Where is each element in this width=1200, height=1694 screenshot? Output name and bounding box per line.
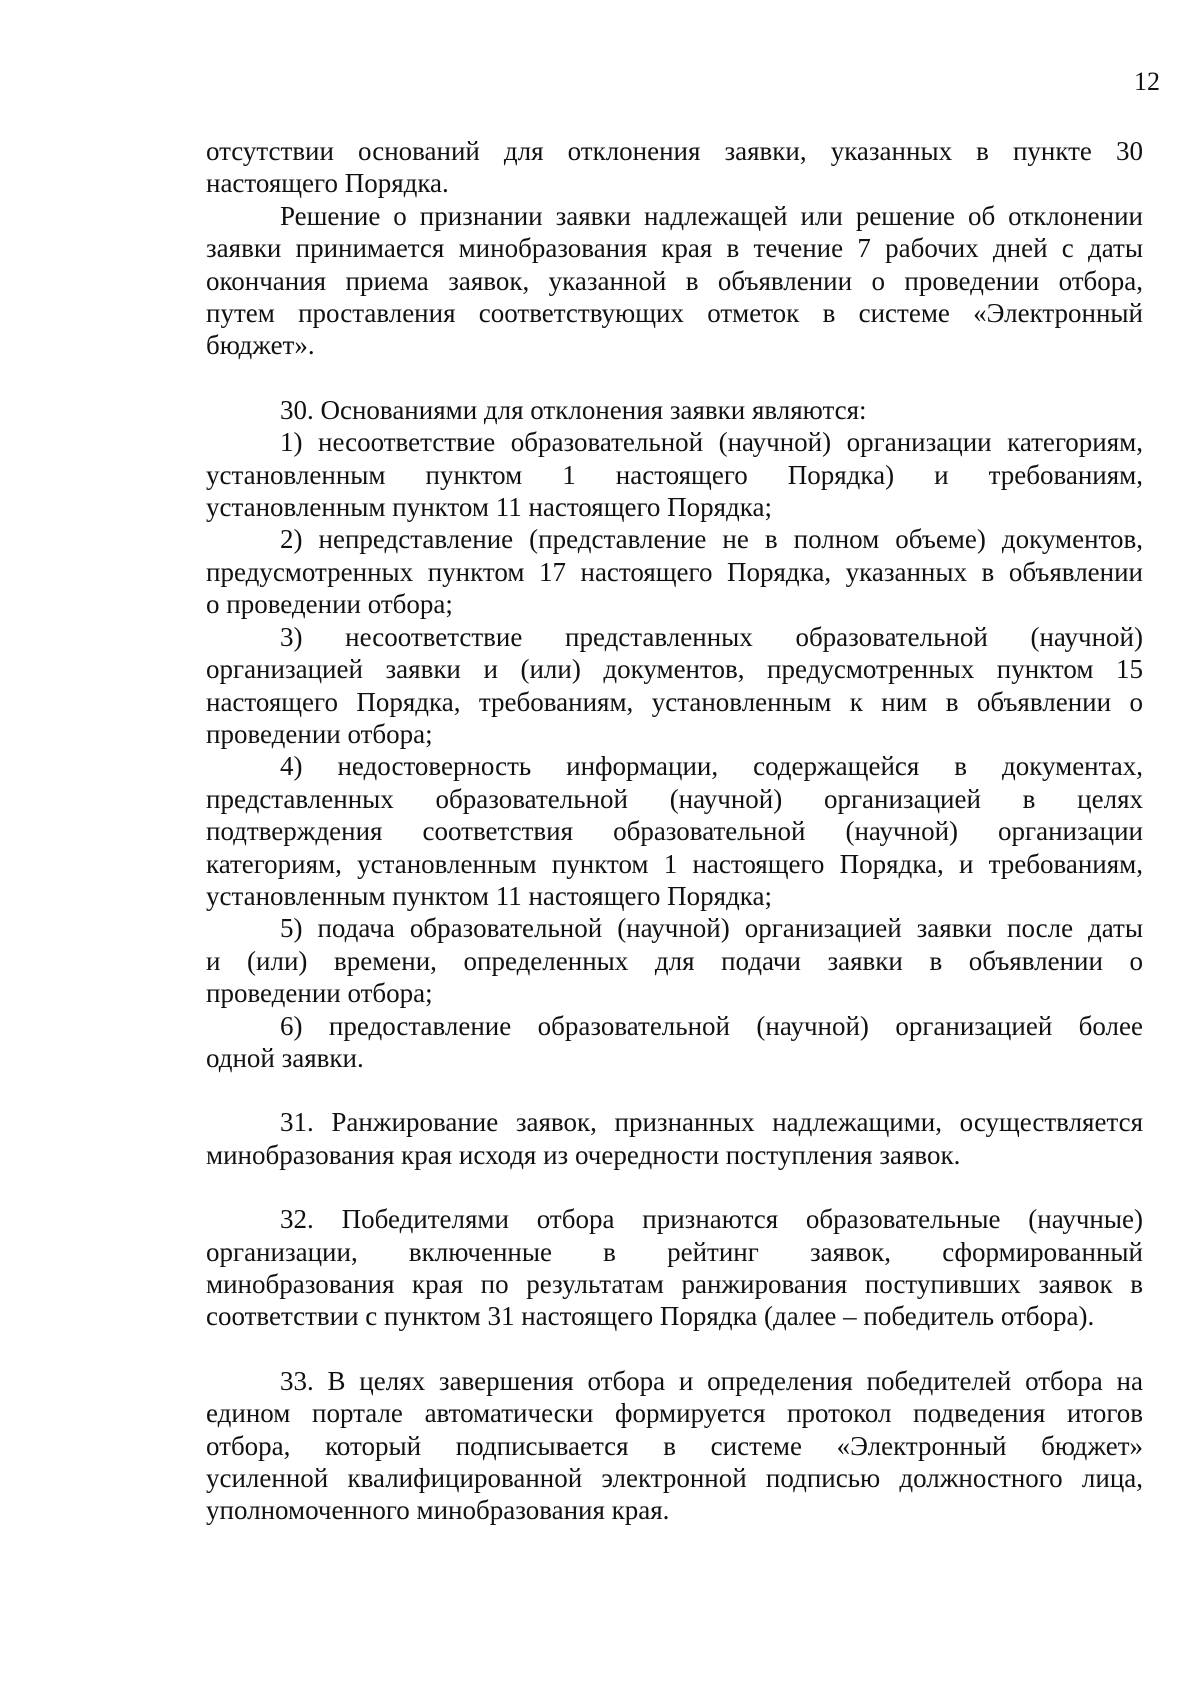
- text-line: и (или) времени, определенных для подачи заявки в объявлении о: [206, 945, 1143, 976]
- text-line: минобразования края исходя из очередности поступления заявок.: [206, 1139, 961, 1170]
- paragraph: [206, 394, 1143, 426]
- text-line: проведении отбора;: [206, 978, 433, 1009]
- paragraph: [206, 1010, 1143, 1075]
- text-line: 5) подача образовательной (научной) организацией заявки после даты: [280, 913, 1143, 944]
- text-line: 33. В целях завершения отбора и определения победителей отбора на: [280, 1365, 1143, 1396]
- text-line: о проведении отбора;: [206, 589, 453, 620]
- text-line: 4) недостоверность информации, содержащейся в документах,: [280, 751, 1143, 782]
- text-line: установленным пунктом 11 настоящего Порядка;: [206, 880, 772, 911]
- paragraph: [206, 1106, 1143, 1171]
- text-line: представленных образовательной (научной) организацией в целях: [206, 783, 1143, 814]
- text-line: настоящего Порядка, требованиям, установленным к ним в объявлении о: [206, 686, 1143, 717]
- text-line: настоящего Порядка.: [206, 168, 449, 199]
- paragraph: [206, 200, 1143, 362]
- text-line: Решение о признании заявки надлежащей или решение об отклонении: [280, 200, 1143, 231]
- text-line: организации, включенные в рейтинг заявок, сформированный: [206, 1236, 1143, 1267]
- paragraph: [206, 135, 1143, 200]
- text-line: категориям, установленным пунктом 1 настоящего Порядка, и требованиям,: [206, 848, 1143, 879]
- text-line: уполномоченного минобразования края.: [206, 1495, 670, 1526]
- text-line: 6) предоставление образовательной (научной) организацией более: [280, 1010, 1143, 1041]
- text-line: бюджет».: [206, 330, 315, 361]
- text-line: 31. Ранжирование заявок, признанных надлежащими, осуществляется: [280, 1107, 1143, 1138]
- text-line: заявки принимается минобразования края в течение 7 рабочих дней с даты: [206, 233, 1143, 264]
- text-line: 3) несоответствие представленных образовательной (научной): [280, 621, 1143, 652]
- paragraph: [206, 621, 1143, 751]
- text-line: организацией заявки и (или) документов, предусмотренных пунктом 15: [206, 654, 1143, 685]
- text-line: едином портале автоматически формируется протокол подведения итогов: [206, 1398, 1143, 1429]
- text-line: усиленной квалифицированной электронной подписью должностного лица,: [206, 1463, 1143, 1494]
- paragraph: [206, 750, 1143, 912]
- text-line: отбора, который подписывается в системе «Электронный бюджет»: [206, 1430, 1143, 1461]
- text-line: проведении отбора;: [206, 718, 433, 749]
- text-line: подтверждения соответствия образовательной (научной) организации: [206, 816, 1143, 847]
- paragraph: [206, 912, 1143, 1009]
- text-line: отсутствии оснований для отклонения заявки, указанных в пункте 30: [206, 136, 1143, 166]
- text-line: путем проставления соответствующих отметок в системе «Электронный: [206, 298, 1143, 329]
- paragraph: [206, 426, 1143, 523]
- text-line: одной заявки.: [206, 1042, 364, 1073]
- text-line: предусмотренных пунктом 17 настоящего Порядка, указанных в объявлении: [206, 556, 1143, 587]
- page-number: 12: [1134, 67, 1160, 96]
- text-line: минобразования края по результатам ранжирования поступивших заявок в: [206, 1269, 1143, 1299]
- text-line: установленным пунктом 11 настоящего Порядка;: [206, 492, 772, 523]
- text-line: соответствии с пунктом 31 настоящего Порядка (далее – победитель отбора).: [206, 1301, 1095, 1332]
- text-line: 32. Победителями отбора признаются образовательные (научные): [280, 1204, 1143, 1235]
- paragraph: [206, 523, 1143, 620]
- paragraph: [206, 1203, 1143, 1333]
- text-line: 1) несоответствие образовательной (научной) организации категориям,: [280, 427, 1143, 458]
- text-line: 2) непредставление (представление не в полном объеме) документов,: [280, 524, 1143, 555]
- text-line: 30. Основаниями для отклонения заявки являются:: [280, 394, 867, 425]
- text-line: окончания приема заявок, указанной в объявлении о проведении отбора,: [206, 265, 1143, 296]
- document-body: [206, 135, 1143, 1527]
- paragraph: [206, 1365, 1143, 1527]
- text-line: установленным пунктом 1 настоящего Порядка) и требованиям,: [206, 459, 1143, 490]
